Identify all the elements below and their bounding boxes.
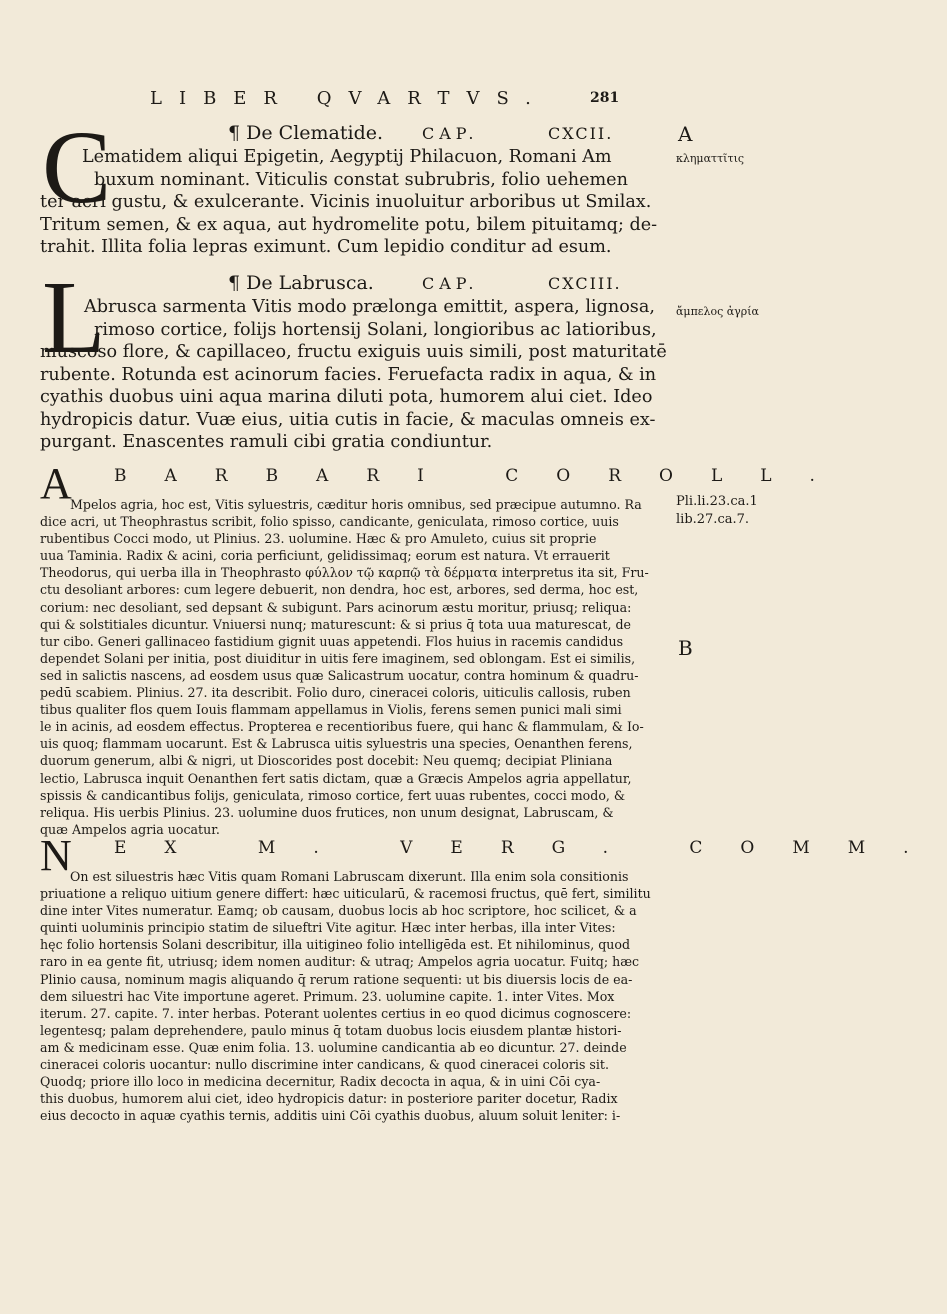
- annotation-line: legentesq; palam deprehendere, paulo minus q̄ totam duobus locis eiusdem plantæ histori-: [40, 1022, 622, 1038]
- annotation-heading-text: EX M. VERG. COMM.: [114, 838, 947, 858]
- annotation-line: quæ Ampelos agria uocatur.: [40, 821, 220, 837]
- annotation-line: rubentibus Cocci modo, ut Plinius. 23. uolumine. Hæc & pro Amuleto, cuius sit proprie: [40, 531, 597, 547]
- annotation-line: Theodorus, qui uerba illa in Theophrasto φύλλον τῷ καρπῷ τὰ δέρματα interpretus ita sit, Fru-: [40, 565, 649, 581]
- chapter-number: CXCII.: [548, 124, 614, 143]
- annotation-line: Plinio causa, nominum magis aliquando q̄ rerum ratione sequenti: ut bis diuersis locis de ea-: [40, 971, 633, 987]
- annotation-heading-text: BARBARI COROLL.: [114, 466, 853, 486]
- chapter-clematis: [40, 110, 660, 259]
- cap-label: CAP.: [422, 274, 479, 293]
- annotation-line: spissis & candicantibus folijs, geniculata, rimoso cortice, fert uuas rubentes, cocci modo, &: [40, 787, 626, 803]
- text-line: buxum nominant. Viticulis constat subrubris, folio uehemen: [94, 169, 628, 190]
- margin-reference: Pli.li.23.ca.1: [676, 494, 758, 509]
- margin-letter-b: B: [678, 636, 693, 660]
- running-title: LIBER QVARTVS.: [150, 88, 548, 109]
- annotation-line: ctu desoliant arbores: cum legere debuerit, non dendra, hoc est, arbores, sed derma, hoc est,: [40, 582, 639, 598]
- annotation-line: dem siluestri hac Vite importune ageret. Primum. 23. uolumine capite. 1. inter Vites. Mox: [40, 988, 615, 1004]
- annotation-line: tur cibo. Generi gallinaceo fastidium gignit uuas appetendi. Flos huius in racemis candidus: [40, 633, 624, 649]
- annotation-line: Mpelos agria, hoc est, Vitis syluestris, cæditur horis omnibus, sed præcipue autumno. Ra: [70, 497, 642, 512]
- annotation-initial: A: [40, 459, 72, 508]
- annotation-line: dice acri, ut Theophrastus scribit, folio spisso, candicante, geniculata, rimoso cortice, uuis: [40, 514, 619, 530]
- text-line: ter acri gustu, & exulcerante. Vicinis inuoluitur arboribus ut Smilax.: [40, 192, 652, 212]
- text-line: purgant. Enascentes ramuli cibi gratia condiuntur.: [40, 432, 493, 452]
- annotation-line: On est siluestris hæc Vitis quam Romani Labruscam dixerunt. Illa enim sola consitionis: [70, 869, 629, 884]
- annotation-line: am & medicinam esse. Quæ enim folia. 13. uolumine candicantia ab eo dicuntur. 27. deinde: [40, 1039, 627, 1055]
- annotation-line: hęc folio hortensis Solani describitur, illa uitigineo folio intelligēda est. Et nihilominus, quod: [40, 937, 631, 953]
- pilcrow-glyph: ¶: [228, 122, 241, 144]
- margin-greek-note: κληματτῖτις: [676, 152, 745, 165]
- annotation-line: priuatione a reliquo uitium genere differt: hæc uiticularū, & racemosi fructus, quē fert, similitu: [40, 886, 651, 902]
- text-line: rimoso cortice, folijs hortensij Solani, longioribus ac latioribus,: [94, 319, 657, 340]
- annotation-line: lectio, Labrusca inquit Oenanthen fert satis dictam, quæ a Græcis Ampelos agria appellatur,: [40, 770, 632, 786]
- annotation-line: this duobus, humorem alui ciet, ideo hydropicis datur: in posteriore pariter docetur, Radix: [40, 1091, 618, 1107]
- annotation-line: qui & solstitiales dicuntur. Vniuersi nunq; maturescunt: & si prius q̄ tota uua maturescat, de: [40, 616, 631, 632]
- annotation-line: corium: nec desoliant, sed depsant & subigunt. Pars acinorum æstu moritur, priusq; reliqua:: [40, 599, 632, 615]
- margin-letter-a: A: [678, 122, 693, 146]
- annotation-line: pedū scabiem. Plinius. 27. ita describit. Folio duro, cineracei coloris, uiticulis callosis, ruben: [40, 685, 631, 701]
- margin-reference: lib.27.ca.7.: [676, 512, 750, 527]
- page-header: [150, 88, 620, 110]
- text-line: Tritum semen, & ex aqua, aut hydromelite potu, bilem pituitamq; de-: [40, 214, 658, 235]
- annotation-line: sed in salictis nascens, ad eosdem usus quæ Salicastrum uocatur, contra hominum & quadru-: [40, 667, 639, 683]
- annotation-line: uua Taminia. Radix & acini, coria perficiunt, gelidissimaq; eorum est natura. Vt errauerit: [40, 548, 610, 564]
- annotation-line: raro in ea gente fit, utriusq; idem nomen auditur: & utraq; Ampelos agria uocatur. Fuitq; hæc: [40, 954, 640, 970]
- annotation-line: Quodq; priore illo loco in medicina decernitur, Radix decocta in aqua, & in uini Cōi cya-: [40, 1074, 601, 1090]
- annotation-line: duorum generum, albi & nigri, ut Dioscorides post docebit: Neu quemq; decipiat Pliniana: [40, 753, 613, 769]
- text-line: trahit. Illita folia lepras eximunt. Cum lepidio conditur ad esum.: [40, 237, 612, 257]
- annotation-vergilius: [40, 831, 947, 1124]
- annotation-line: eius decocto in aquæ cyathis ternis, additis uini Cōi cyathis duobus, aluum soluit leniter: i-: [40, 1108, 621, 1124]
- drop-cap: C: [42, 110, 112, 225]
- folio-number: 281: [590, 90, 620, 106]
- text-line: muscoso flore, & capillaceo, fructu exiguis uuis simili, post maturitatē: [40, 342, 667, 362]
- chapter-title-text: De Clematide.: [246, 122, 384, 144]
- text-line: Abrusca sarmenta Vitis modo prælonga emittit, aspera, lignosa,: [84, 297, 655, 317]
- cap-label: CAP.: [422, 124, 479, 143]
- annotation-line: dependet Solani per initia, post diuiditur in uitis fere imaginem, sed oblongam. Est ei similis,: [40, 650, 636, 666]
- chapter-heading: [40, 272, 660, 296]
- chapter-labrusca: [40, 260, 667, 454]
- annotation-initial: N: [40, 831, 72, 880]
- chapter-title: [228, 272, 374, 294]
- text-line: rubente. Rotunda est acinorum facies. Feruefacta radix in aqua, & in: [40, 364, 657, 385]
- text-line: cyathis duobus uini aqua marina diluti pota, humorem alui ciet. Ideo: [40, 387, 653, 407]
- annotation-line: dine inter Vites numeratur. Eamq; ob causam, duobus locis ab hoc scriptore, hoc scilicet, & a: [40, 903, 637, 919]
- chapter-title-text: De Labrusca.: [246, 272, 374, 294]
- chapter-title: [228, 122, 383, 144]
- margin-greek-note: ἄμπελος ἀγρία: [676, 305, 759, 318]
- chapter-heading: [40, 122, 660, 146]
- annotation-line: le in acinis, ad eosdem effectus. Propterea e recentioribus fuere, qui hanc & flammulam, & Io-: [40, 719, 644, 735]
- pilcrow-glyph: ¶: [228, 272, 241, 294]
- annotation-line: tibus qualiter flos quem Iouis flammam appellamus in Violis, ferens semen punici mali simi: [40, 702, 622, 718]
- text-line: Lematidem aliqui Epigetin, Aegyptij Philacuon, Romani Am: [82, 147, 612, 167]
- annotation-line: iterum. 27. capite. 7. inter herbas. Poterant uolentes certius in eo quod dicimus cognoscere:: [40, 1005, 632, 1021]
- annotation-line: cineracei coloris uocantur: nullo discrimine inter candicans, & quod cineracei coloris sit.: [40, 1057, 609, 1073]
- annotation-line: quinti uoluminis principio statim de silueftri Vite agitur. Hæc inter herbas, illa inter Vites:: [40, 920, 616, 936]
- annotation-line: reliqua. His uerbis Plinius. 23. uolumine duos frutices, non unum designat, Labruscam, &: [40, 804, 614, 820]
- annotation-line: uis quoq; flammam uocarunt. Est & Labrusca uitis syluestris una species, Oenanthen ferens,: [40, 736, 633, 752]
- chapter-number: CXCIII.: [548, 274, 622, 293]
- drop-cap: L: [42, 260, 106, 375]
- text-line: hydropicis datur. Vuæ eius, uitia cutis in facie, & maculas omneis ex-: [40, 409, 656, 430]
